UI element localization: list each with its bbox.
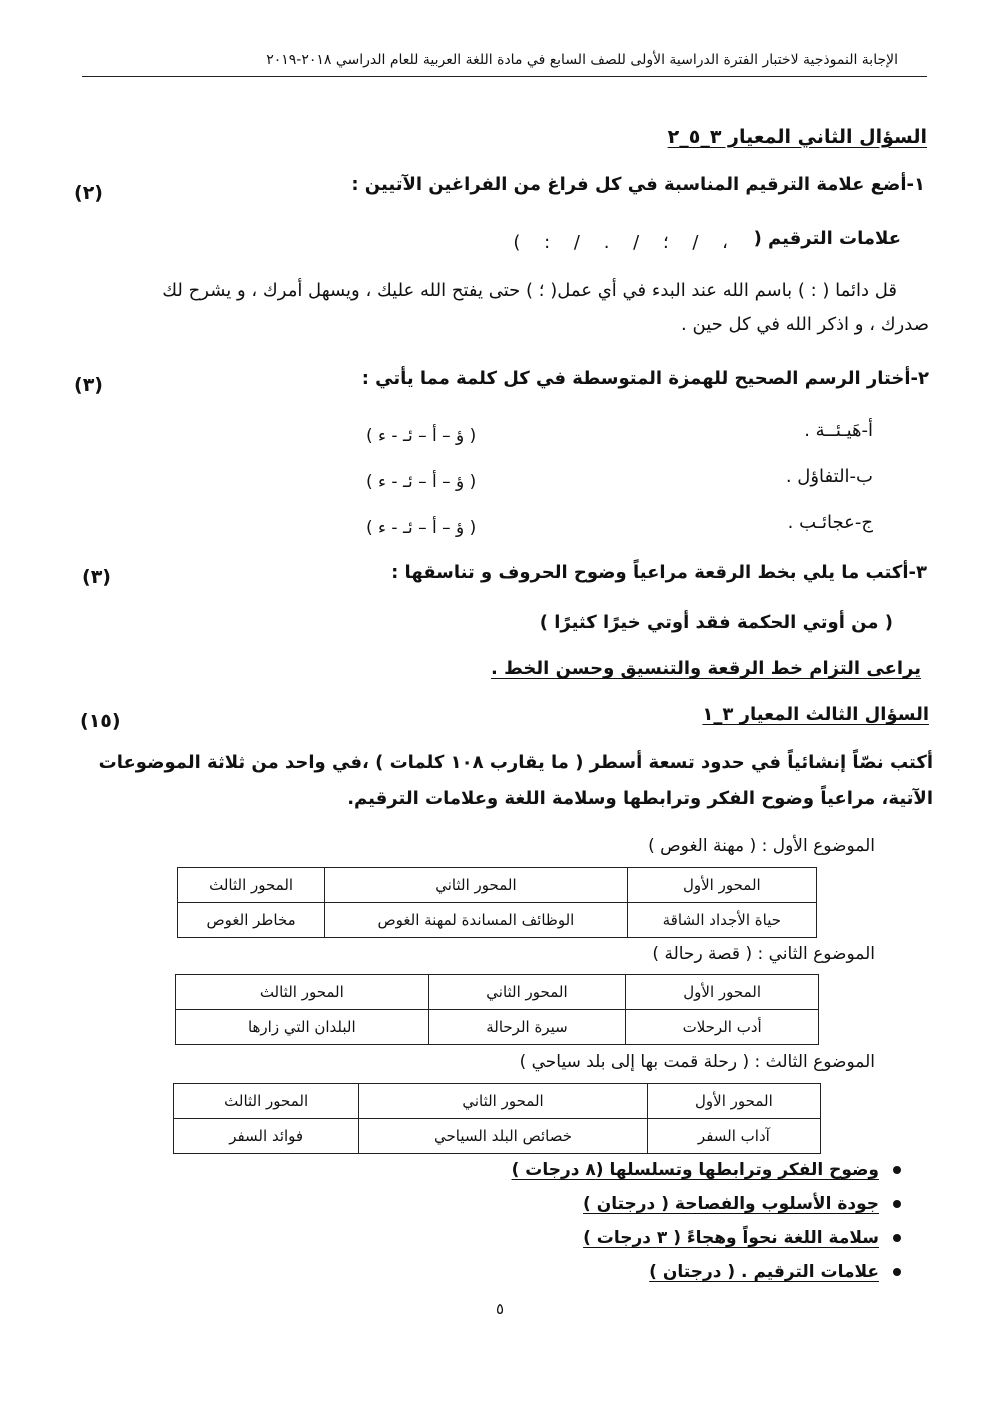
item1-prompt: ١-أضع علامة الترقيم المناسبة في كل فراغ من الفراغين الآتيين : xyxy=(351,174,925,195)
table-row xyxy=(174,1119,821,1154)
topic1-table xyxy=(177,867,817,938)
table-header-cell: المحور الثالث xyxy=(176,975,429,1010)
question3-instruction-line2: الآتية، مراعياً وضوح الفكر وترابطها وسلامة اللغة وعلامات الترقيم. xyxy=(347,788,933,809)
bullet-icon xyxy=(893,1200,901,1208)
table-header-cell: المحور الثاني xyxy=(428,975,626,1010)
hamza-word-c: ج-عجائـب . xyxy=(787,512,873,533)
item3-mark: (٣) xyxy=(82,566,111,588)
item2-prompt: ٢-أختار الرسم الصحيح للهمزة المتوسطة في كل كلمة مما يأتي : xyxy=(361,368,929,389)
item3-prompt: ٣-أكتب ما يلي بخط الرقعة مراعياً وضوح الحروف و تناسقها : xyxy=(391,562,927,583)
table-row xyxy=(178,903,817,938)
bullet-icon xyxy=(893,1268,901,1276)
table-header-cell: المحور الأول xyxy=(627,868,816,903)
table-row xyxy=(174,1084,821,1119)
item2-mark: (٣) xyxy=(74,374,103,396)
hamza-options-c: ( ؤ – أ – ئـ - ء ) xyxy=(366,518,477,538)
criterion-item xyxy=(512,1160,901,1180)
page-number: ٥ xyxy=(496,1300,505,1318)
criterion-text: سلامة اللغة نحواً وهجاءً ( ٣ درجات ) xyxy=(583,1228,879,1248)
question2-title: السؤال الثاني المعيار ٣_٥_٢ xyxy=(667,126,927,148)
criterion-text: وضوح الفكر وترابطها وتسلسلها (٨ درجات ) xyxy=(511,1160,879,1180)
table-row xyxy=(178,868,817,903)
hamza-options-a: ( ؤ – أ – ئـ - ء ) xyxy=(366,426,477,446)
item3-quote: ( من أوتي الحكمة فقد أوتي خيرًا كثيرًا ) xyxy=(539,612,893,633)
hamza-options-b: ( ؤ – أ – ئـ - ء ) xyxy=(366,472,477,492)
table-row xyxy=(176,1010,819,1045)
item1-mark: (٢) xyxy=(74,182,103,204)
criterion-text: علامات الترقيم . ( درجتان ) xyxy=(649,1262,879,1282)
table-cell: أدب الرحلات xyxy=(626,1010,819,1045)
criterion-text: جودة الأسلوب والفصاحة ( درجتان ) xyxy=(583,1194,879,1214)
table-header-cell: المحور الأول xyxy=(626,975,819,1010)
bullet-icon xyxy=(893,1166,901,1174)
table-header-cell: المحور الثالث xyxy=(174,1084,359,1119)
table-cell: البلدان التي زارها xyxy=(176,1010,429,1045)
table-header-cell: المحور الثالث xyxy=(178,868,325,903)
topic2-title: الموضوع الثاني : ( قصة رحالة ) xyxy=(652,944,875,964)
hamza-word-a: أ-هَيـئــة . xyxy=(804,420,873,441)
table-cell: فوائد السفر xyxy=(174,1119,359,1154)
question3-instruction-line1: أكتب نصّاً إنشائياً في حدود تسعة أسطر ( ما يقارب ١٠٨ كلمات ) ،في واحد من ثلاثة الموضوعات xyxy=(98,752,933,773)
table-cell: آداب السفر xyxy=(647,1119,820,1154)
criterion-item xyxy=(583,1194,901,1214)
header-divider xyxy=(82,76,927,77)
item3-note: يراعى التزام خط الرقعة والتنسيق وحسن الخط . xyxy=(491,658,921,679)
topic2-table xyxy=(175,974,819,1045)
table-cell: حياة الأجداد الشاقة xyxy=(627,903,816,938)
item1-sentence-line2: صدرك ، و اذكر الله في كل حين . xyxy=(681,314,929,335)
page-header: الإجابة النموذجية لاختبار الفترة الدراسية الأولى للصف السابع في مادة اللغة العربية للعام الدراسي ٢٠١٨-٢٠١٩ xyxy=(266,52,898,68)
hamza-word-b: ب-التفاؤل . xyxy=(785,466,873,487)
table-header-cell: المحور الثاني xyxy=(325,868,627,903)
table-header-cell: المحور الأول xyxy=(647,1084,820,1119)
punctuation-label: علامات الترقيم ( xyxy=(753,228,901,249)
topic3-table xyxy=(173,1083,821,1154)
table-header-cell: المحور الثاني xyxy=(359,1084,647,1119)
topic3-title: الموضوع الثالث : ( رحلة قمت بها إلى بلد سياحي ) xyxy=(519,1052,875,1072)
table-cell: مخاطر الغوص xyxy=(178,903,325,938)
criterion-item xyxy=(649,1262,901,1282)
topic1-title: الموضوع الأول : ( مهنة الغوص ) xyxy=(648,836,875,856)
table-cell: سيرة الرحالة xyxy=(428,1010,626,1045)
table-row xyxy=(176,975,819,1010)
punctuation-marks: ، / ؛ / . / : ) xyxy=(513,232,728,253)
table-cell: خصائص البلد السياحي xyxy=(359,1119,647,1154)
criterion-item xyxy=(583,1228,901,1248)
question3-mark: (١٥) xyxy=(80,710,121,732)
bullet-icon xyxy=(893,1234,901,1242)
item1-sentence-line1: قل دائما ( : ) باسم الله عند البدء في أي عمل( ؛ ) حتى يفتح الله عليك ، ويسهل أمرك ، و يشرح لك xyxy=(162,280,897,301)
question3-title: السؤال الثالث المعيار ٣_١ xyxy=(702,704,929,725)
table-cell: الوظائف المساندة لمهنة الغوص xyxy=(325,903,627,938)
